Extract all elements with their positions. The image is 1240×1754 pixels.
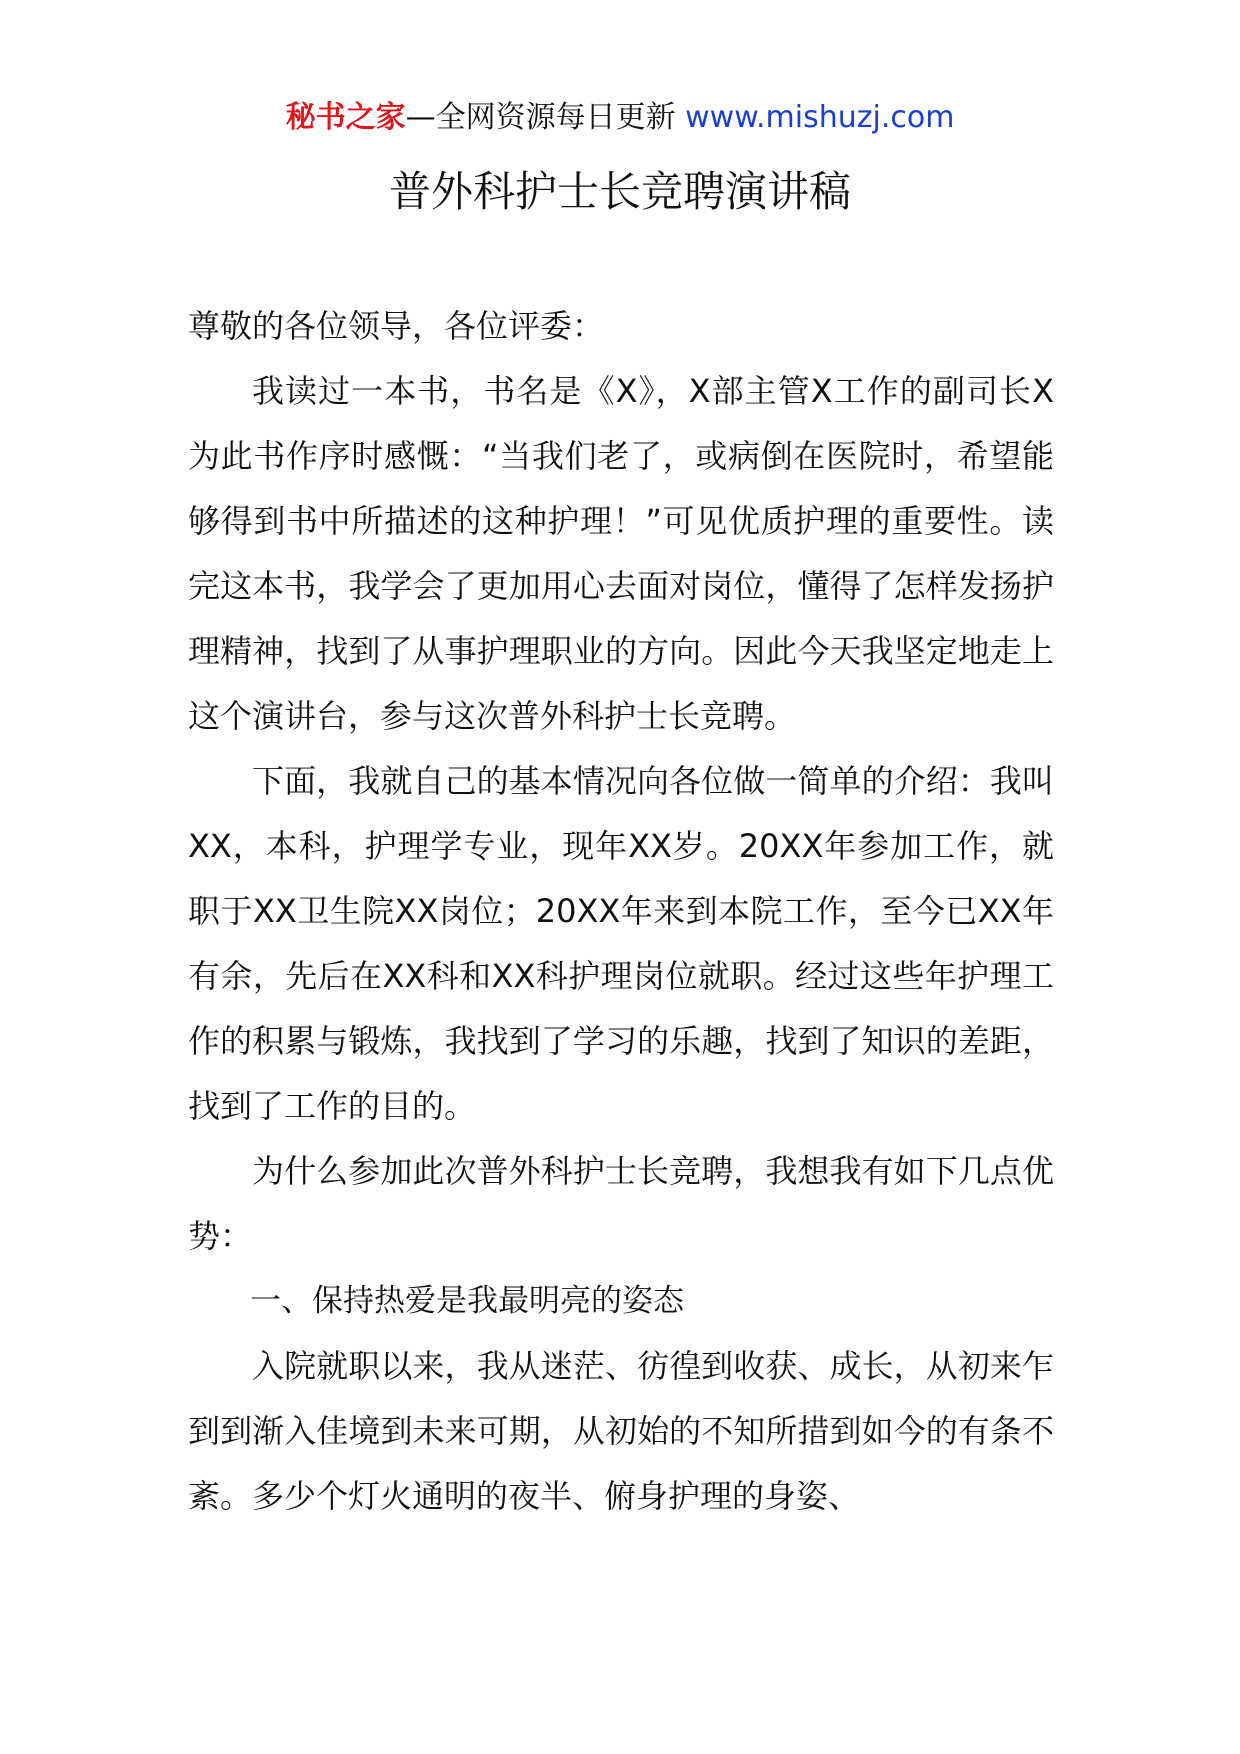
body-paragraph: 下面，我就自己的基本情况向各位做一简单的介绍：我叫XX，本科，护理学专业，现年XX岁。20XX年参加工作，就职于XX卫生院XX岗位；20XX年来到本院工作，至今已XX年有余，先后在XX科和XX科护理岗位就职。经过这些年护理工作的积累与锻炼，我找到了学习的乐趣，找到了知识的差距，找到了工作的目的。 [188,762,1054,1125]
site-header [0,98,1240,138]
body-paragraph: 为什么参加此次普外科护士长竞聘，我想我有如下几点优势： [188,1152,1054,1255]
document-title: 普外科护士长竞聘演讲稿 [388,167,851,216]
salutation: 尊敬的各位领导，各位评委： [188,307,605,345]
body-paragraph: 入院就职以来，我从迷茫、彷徨到收获、成长，从初来乍到到渐入佳境到未来可期，从初始的不知所措到如今的有条不紊。多少个灯火通明的夜半、俯身护理的身姿、 [188,1347,1054,1515]
section-heading: 一、保持热爱是我最明亮的姿态 [250,1283,684,1319]
site-url-link[interactable]: www.mishuzj.com [685,100,955,135]
site-tagline: —全网资源每日更新 [405,100,676,135]
brand-name: 秘书之家 [285,100,406,135]
body-paragraph: 我读过一本书，书名是《X》，X部主管X工作的副司长X为此书作序时感慨：“当我们老了，或病倒在医院时，希望能够得到书中所描述的这种护理！”可见优质护理的重要性。读完这本书，我学会了更加用心去面对岗位，懂得了怎样发扬护理精神，找到了从事护理职业的方向。因此今天我坚定地走上这个演讲台，参与这次普外科护士长竞聘。 [188,372,1054,735]
document-body [188,294,1054,1529]
